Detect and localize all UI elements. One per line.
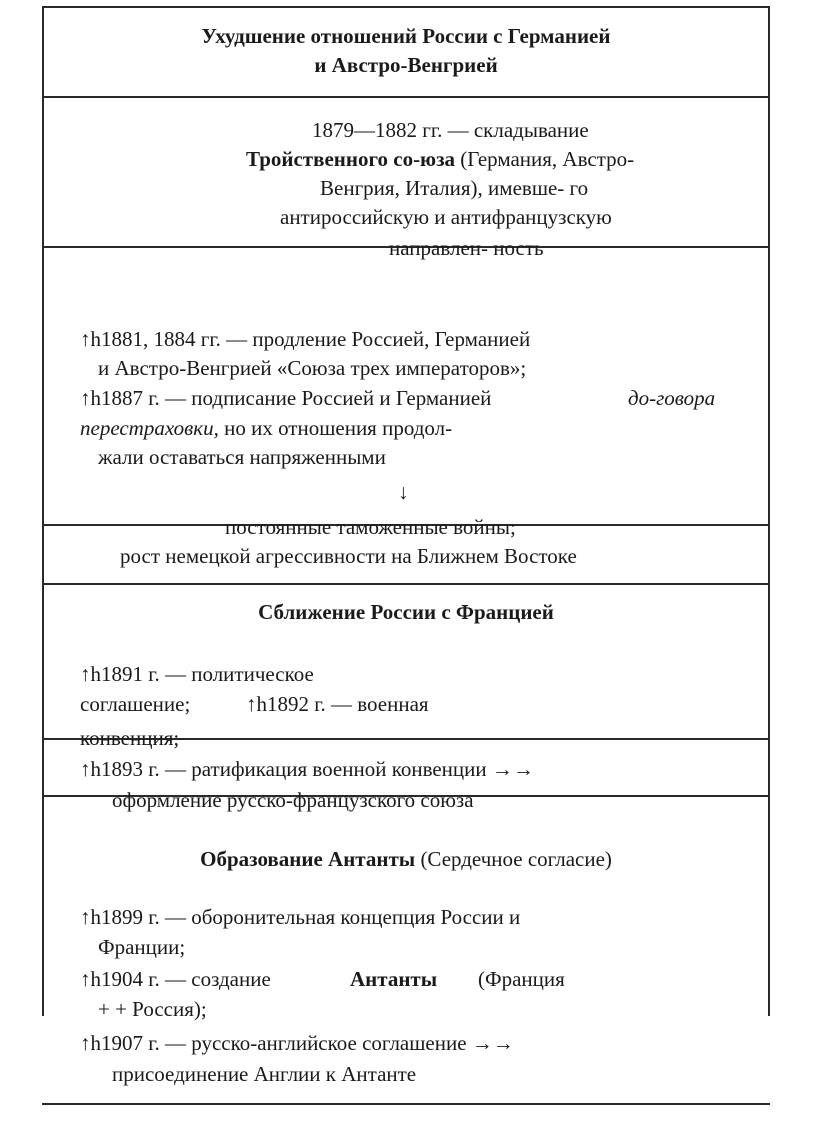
list-item: ↑h1904 г. — создание	[80, 967, 271, 991]
triple-alliance-text: Венгрия, Италия), имевше- го	[320, 176, 589, 200]
arrow-bullet-icon: ↑h	[246, 692, 267, 716]
arrow-bullet-icon: ↑h	[80, 662, 101, 686]
list-item: Франции;	[98, 935, 186, 959]
section-title: Ухудшение отношений России с Германией и Австро-Венгрией	[201, 24, 611, 77]
consequence-text: постоянные таможенные войны;	[225, 515, 516, 539]
down-arrow-icon: ↓	[398, 480, 409, 504]
list-item: + + Россия);	[98, 997, 207, 1021]
arrow-bullet-icon: ↑h	[80, 905, 101, 929]
table-divider	[42, 1103, 770, 1105]
list-item: конвенция;	[80, 726, 180, 750]
table-divider	[42, 6, 770, 8]
list-item: ↑h1881, 1884 гг. — продление Россией, Германией	[80, 327, 531, 351]
consequence-text: рост немецкой агрессивности на Ближнем Востоке	[120, 544, 577, 568]
list-item: жали оставаться напряженными	[98, 445, 386, 469]
list-item: ↑h1891 г. — политическое	[80, 662, 314, 686]
table-divider	[42, 583, 770, 585]
arrow-bullet-icon: ↑h	[80, 1031, 101, 1055]
list-item: ↑h1892 г. — военная	[246, 692, 429, 716]
triple-alliance-text: направлен- ность	[389, 236, 544, 260]
triple-alliance-text: антироссийскую и антифранцузскую	[280, 205, 612, 229]
list-item: (Франция	[478, 967, 565, 991]
list-item: перестраховки, но их отношения продол-	[80, 416, 453, 440]
list-item: оформление русско-французского союза	[112, 788, 474, 812]
list-item: ↑h1893 г. — ратификация военной конвенции →→	[80, 757, 534, 781]
arrow-bullet-icon: ↑h	[80, 967, 101, 991]
section-title: Образование Антанты (Сердечное согласие)	[200, 847, 612, 871]
arrow-bullet-icon: ↑h	[80, 386, 101, 410]
list-item: ↑h1899 г. — оборонительная концепция России и	[80, 905, 521, 929]
triple-alliance-text: 1879—1882 гг. — складывание	[312, 118, 589, 142]
list-item: ↑h1887 г. — подписание Россией и Германией	[80, 386, 492, 410]
list-item: соглашение;	[80, 692, 191, 716]
list-item: и Австро-Венгрией «Союза трех императоров»;	[98, 356, 527, 380]
triple-alliance-text: Тройственного со-юза (Германия, Австро-	[246, 147, 635, 171]
table-divider	[42, 96, 770, 98]
list-item: до-говора	[628, 386, 716, 410]
list-item: Антанты	[350, 967, 438, 991]
list-item: присоединение Англии к Антанте	[112, 1062, 417, 1086]
arrow-bullet-icon: ↑h	[80, 757, 101, 781]
arrow-bullet-icon: ↑h	[80, 327, 101, 351]
section-title: Сближение России с Францией	[258, 600, 554, 624]
list-item: ↑h1907 г. — русско-английское соглашение →→	[80, 1031, 514, 1055]
